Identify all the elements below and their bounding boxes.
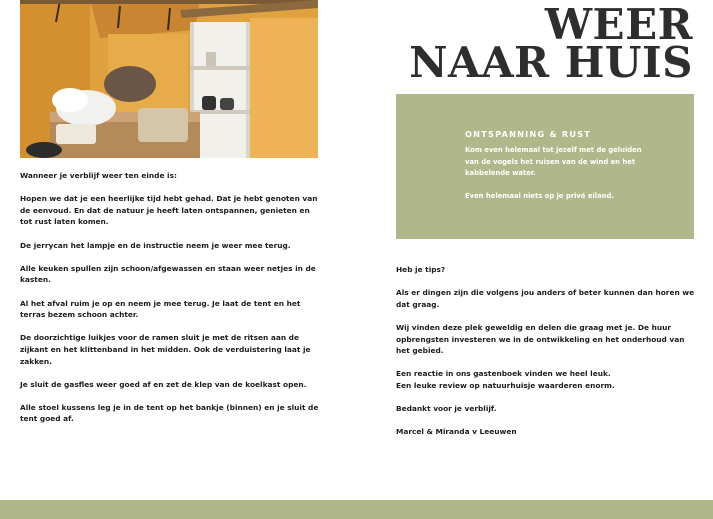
footer-bar — [0, 500, 713, 519]
left-column-text — [20, 170, 322, 437]
box-heading: ONTSPANNING & RUST — [465, 129, 592, 139]
box-paragraph: Even helemaal niets op je privé eiland. — [465, 192, 614, 201]
right-paragraph: Marcel & Miranda v Leeuwen — [396, 427, 517, 437]
right-paragraph: Als er dingen zijn die volgens jou anders of beter kunnen dan horen we dat graag. — [396, 288, 695, 309]
left-paragraph: Alle keuken spullen zijn schoon/afgewassen en staan weer netjes in de kasten. — [20, 263, 316, 285]
right-paragraph: Heb je tips? — [396, 265, 446, 274]
left-paragraph: Hopen we dat je een heerlijke tijd hebt gehad. Dat je hebt genoten van de eenvoud. En dat de natuur je heeft laten ontspannen, genieten en tot rust laten komen. — [20, 194, 318, 227]
right-paragraph: Wij vinden deze plek geweldig en delen die graag met je. De huur opbrengsten investeren we in de ontwikkeling en het onderhoud van het gebied. — [396, 322, 685, 356]
right-paragraph: Bedankt voor je verblijf. — [396, 404, 497, 414]
left-paragraph: Je sluit de gasfles weer goed af en zet de klep van de koelkast open. — [20, 379, 307, 389]
title-line-2: NAAR HUIS — [409, 38, 693, 87]
box-text — [465, 145, 645, 215]
box-paragraph: Kom even helemaal tot jezelf met de geluiden van de vogels het ruisen van de wind en het kabbelende water. — [465, 146, 642, 178]
title-line-1: WEER — [544, 0, 693, 49]
photo-illustration — [20, 0, 318, 158]
right-paragraph: Een reactie in ons gastenboek vinden we heel leuk. Een leuke review op natuurhuisje waarderen enorm. — [396, 369, 615, 390]
left-paragraph: De jerrycan het lampje en de instructie neem je weer mee terug. — [20, 240, 291, 250]
left-paragraph: De doorzichtige luikjes voor de ramen sluit je met de ritsen aan de zijkant en het klittenband in het midden. Ook de verduistering laat je zakken. — [20, 333, 311, 366]
relaxation-box — [396, 94, 694, 239]
tent-interior-photo — [20, 0, 318, 158]
page-title — [393, 0, 693, 87]
right-column-text — [396, 264, 696, 450]
left-paragraph: Wanneer je verblijf weer ten einde is: — [20, 171, 177, 180]
left-paragraph: Al het afval ruim je op en neem je mee terug. Je laat de tent en het terras bezem schoon achter. — [20, 298, 301, 320]
left-paragraph: Alle stoel kussens leg je in de tent op het bankje (binnen) en je sluit de tent goed af. — [20, 402, 319, 424]
